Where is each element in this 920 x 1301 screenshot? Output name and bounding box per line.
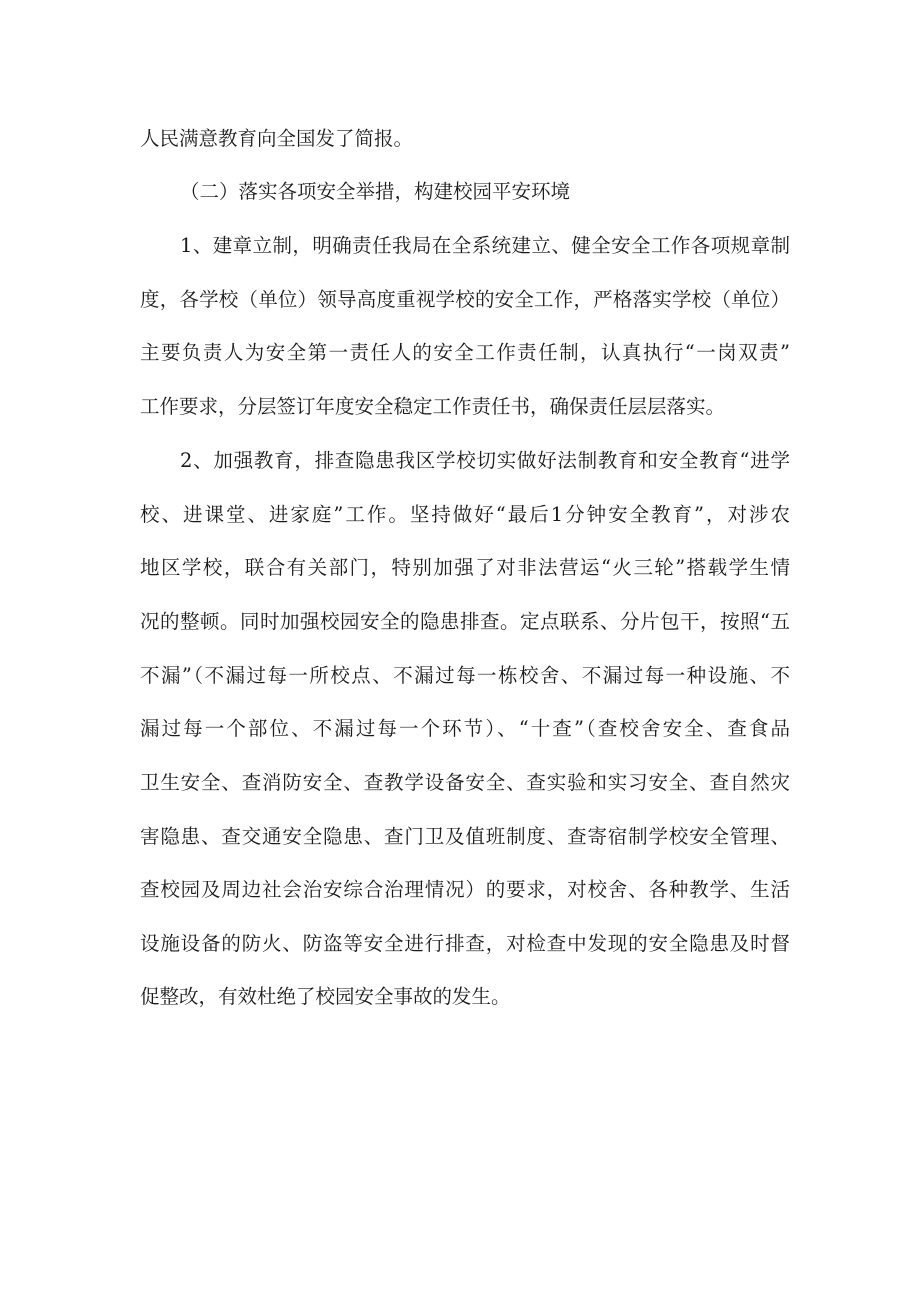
paragraph-3-line-7: 卫生安全、查消防安全、查教学设备安全、查实验和实习安全、查自然灾 xyxy=(140,771,790,794)
paragraph-3-line-8: 害隐患、查交通安全隐患、查门卫及值班制度、查寄宿制学校安全管理、 xyxy=(140,825,790,848)
paragraph-2-line-4: 工作要求，分层签订年度安全稳定工作责任书，确保责任层层落实。 xyxy=(140,395,726,418)
paragraph-2-line-2: 度，各学校（单位）领导高度重视学校的安全工作，严格落实学校（单位） xyxy=(140,288,790,311)
paragraph-1-line-1: 人民满意教育向全国发了简报。 xyxy=(140,127,414,150)
paragraph-3-line-5: 不漏”（不漏过每一所校点、不漏过每一栋校舍、不漏过每一种设施、不 xyxy=(140,664,790,687)
paragraph-3-line-2: 校、进课堂、进家庭”工作。坚持做好“最后1分钟安全教育”，对涉农 xyxy=(140,503,790,526)
section-heading: （二）落实各项安全举措，构建校园平安环境 xyxy=(180,180,571,203)
paragraph-3-line-6: 漏过每一个部位、不漏过每一个环节）、“十查”（查校舍安全、查食品 xyxy=(140,717,790,740)
paragraph-3-line-11: 促整改，有效杜绝了校园安全事故的发生。 xyxy=(140,985,511,1008)
paragraph-2-line-3: 主要负责人为安全第一责任人的安全工作责任制，认真执行“一岗双责” xyxy=(140,341,790,364)
paragraph-3-line-3: 地区学校，联合有关部门，特别加强了对非法营运“火三轮”搭载学生情 xyxy=(140,556,790,579)
paragraph-3-line-10: 设施设备的防火、防盗等安全进行排查，对检查中发现的安全隐患及时督 xyxy=(140,932,790,955)
paragraph-3-line-4: 况的整顿。同时加强校园安全的隐患排查。定点联系、分片包干，按照“五 xyxy=(140,610,790,633)
paragraph-3-line-1: 2、加强教育，排查隐患我区学校切实做好法制教育和安全教育“进学 xyxy=(180,449,790,472)
paragraph-2-line-1: 1、建章立制，明确责任我局在全系统建立、健全安全工作各项规章制 xyxy=(180,234,790,257)
paragraph-3-line-9: 查校园及周边社会治安综合治理情况）的要求，对校舍、各种教学、生活 xyxy=(140,878,790,901)
